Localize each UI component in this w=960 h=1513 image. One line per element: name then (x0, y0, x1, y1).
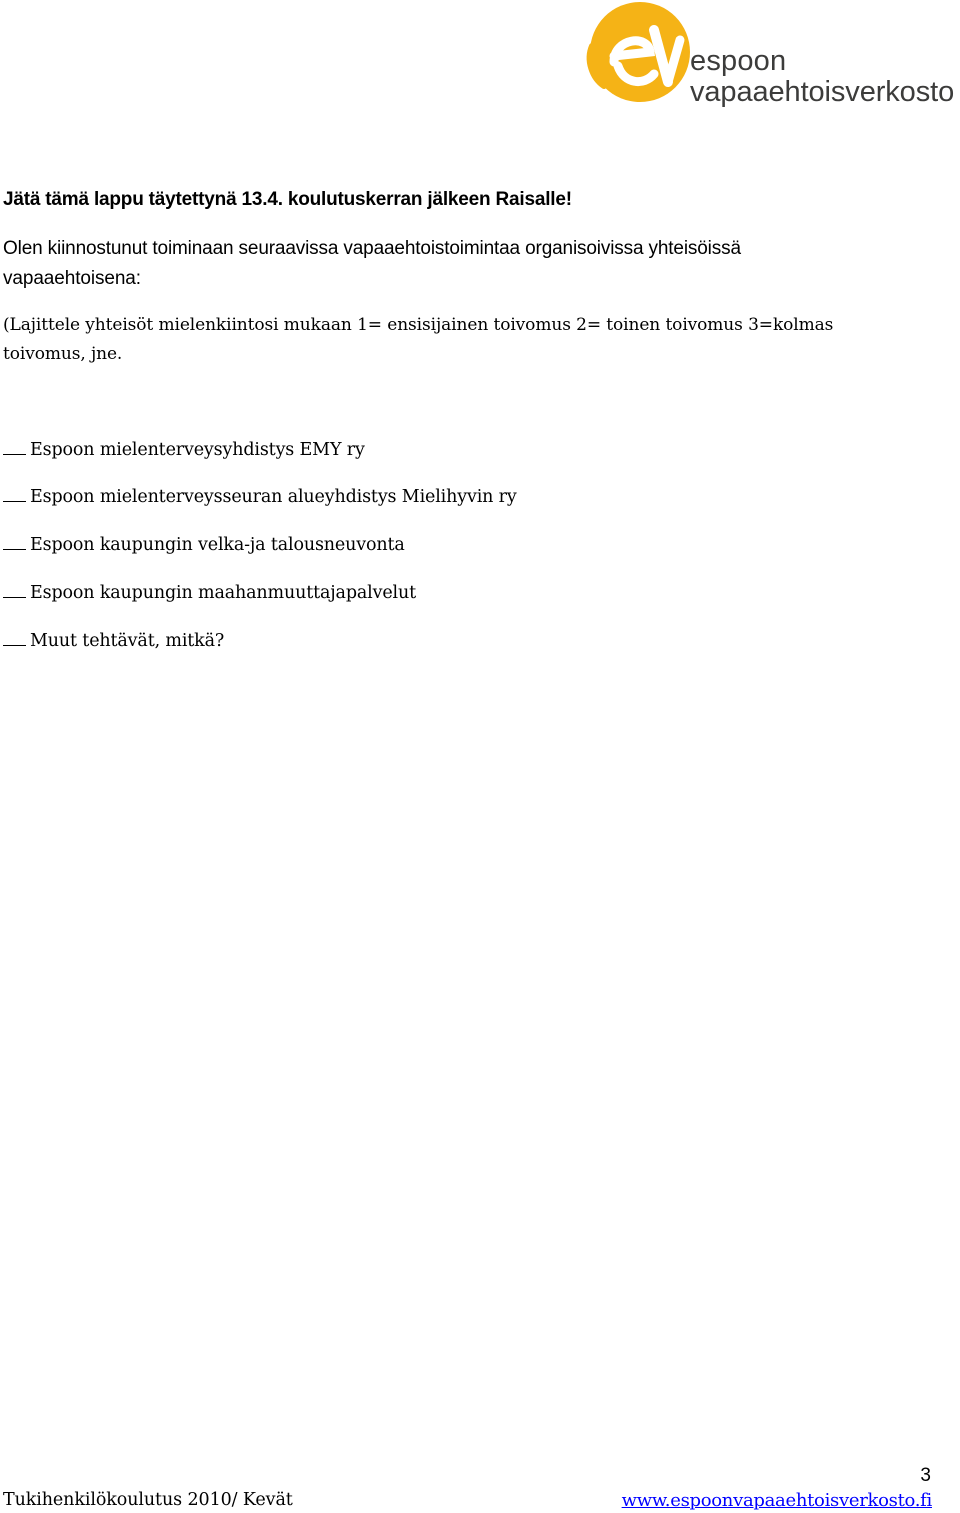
option-maahanmuuttajapalvelut (3, 583, 416, 603)
ranking-blank[interactable] (3, 583, 26, 598)
option-label: Espoon mielenterveysseuran alueyhdistys Mielihyvin ry (30, 487, 517, 507)
option-velkaneuvonta (3, 535, 405, 555)
intro-line-1: Olen kiinnostunut toiminaan seuraavissa vapaaehtoistoimintaa organisoivissa yhteisöissä (3, 238, 741, 259)
organization-logo (584, 0, 960, 118)
ranking-blank[interactable] (3, 440, 26, 455)
ranking-blank[interactable] (3, 535, 26, 550)
logo-text-espoon: espoon (690, 45, 787, 77)
instructions-line-2: toivomus, jne. (3, 344, 123, 364)
option-label: Espoon kaupungin maahanmuuttajapalvelut (30, 583, 417, 603)
ranking-blank[interactable] (3, 487, 26, 502)
page-number: 3 (920, 1465, 931, 1486)
option-emy (3, 440, 365, 460)
option-label: Espoon kaupungin velka-ja talousneuvonta (30, 535, 405, 555)
footer-course-label: Tukihenkilökoulutus 2010/ Kevät (3, 1490, 293, 1510)
logo-text-vapaaehtoisverkosto: vapaaehtoisverkosto (690, 76, 955, 108)
option-label: Espoon mielenterveysyhdistys EMY ry (30, 440, 365, 460)
intro-line-2: vapaaehtoisena: (3, 268, 141, 289)
option-mielihyvin (3, 487, 517, 507)
option-label: Muut tehtävät, mitkä? (30, 631, 225, 651)
footer-website-link[interactable]: www.espoonvapaaehtoisverkosto.fi (621, 1490, 932, 1511)
page-heading: Jätä tämä lappu täytettynä 13.4. koulutuskerran jälkeen Raisalle! (3, 189, 572, 210)
instructions-line-1: (Lajittele yhteisöt mielenkiintosi mukaan 1= ensisijainen toivomus 2= toinen toivomus 3=kolmas (3, 315, 834, 335)
option-muut (3, 631, 224, 651)
ranking-blank[interactable] (3, 631, 26, 646)
